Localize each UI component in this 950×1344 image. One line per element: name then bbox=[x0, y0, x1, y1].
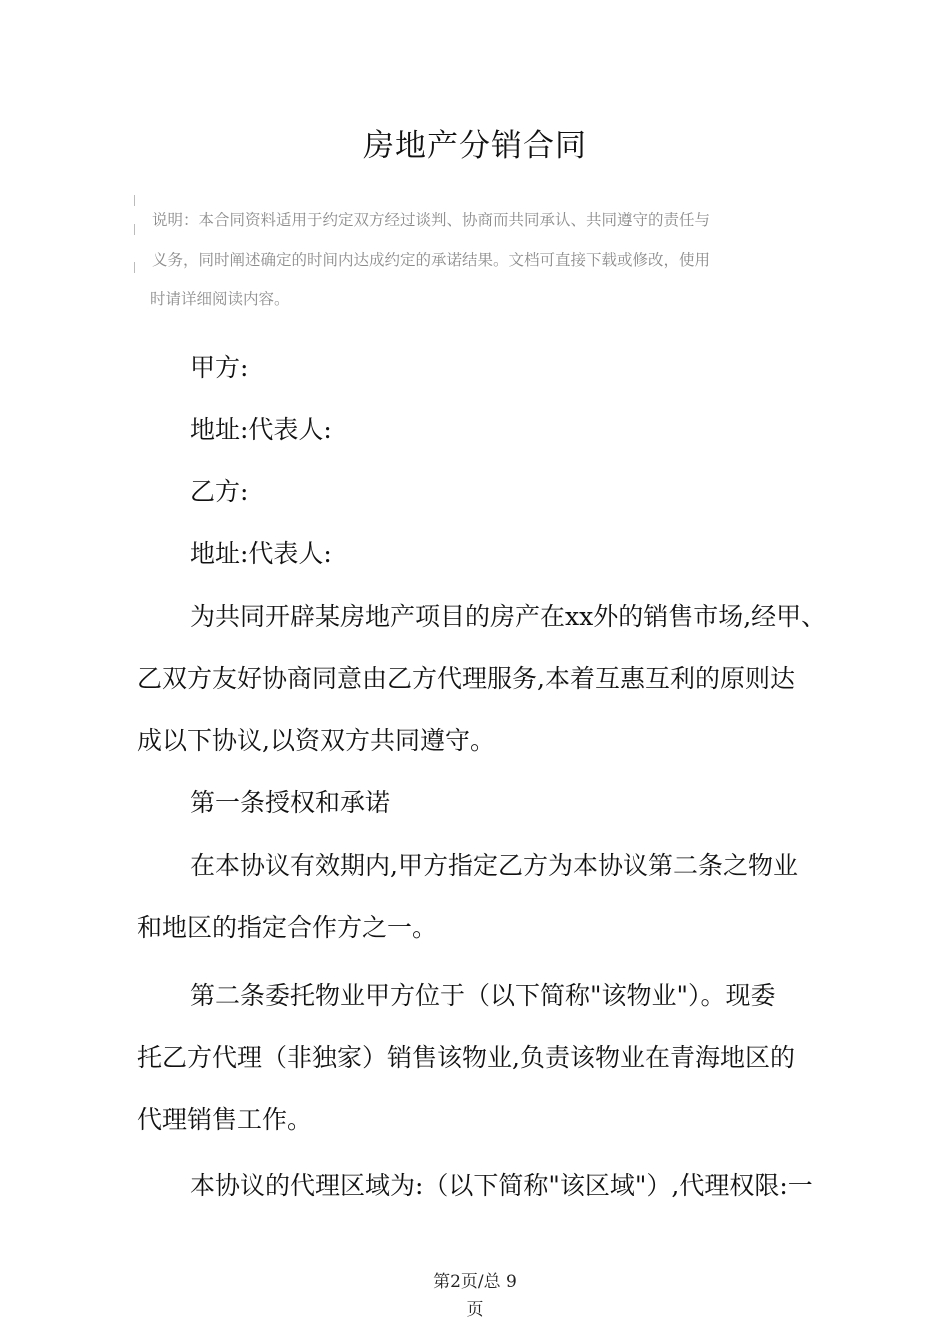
document-note bbox=[152, 201, 792, 320]
margin-mark bbox=[134, 195, 135, 206]
margin-mark bbox=[134, 224, 135, 235]
party-a-address: 地址:代表人: bbox=[190, 415, 332, 444]
paragraph-line: 第二条委托物业甲方位于（以下简称"该物业"）。现委 bbox=[190, 981, 776, 1010]
party-b-label: 乙方: bbox=[190, 477, 249, 506]
page-number: 第2页/总 9 bbox=[433, 1272, 517, 1292]
paragraph-line: 成以下协议,以资双方共同遵守。 bbox=[137, 726, 495, 755]
paragraph-line: 托乙方代理（非独家）销售该物业,负责该物业在青海地区的 bbox=[137, 1043, 795, 1072]
margin-mark bbox=[134, 262, 135, 273]
note-line: 说明：本合同资料适用于约定双方经过谈判、协商而共同承认、共同遵守的责任与 bbox=[152, 211, 711, 229]
document-title: 房地产分销合同 bbox=[363, 128, 587, 164]
party-b-address: 地址:代表人: bbox=[190, 539, 332, 568]
page-footer bbox=[0, 1268, 950, 1324]
paragraph-line: 本协议的代理区域为:（以下简称"该区域"）,代理权限:一 bbox=[190, 1171, 813, 1200]
paragraph-line: 代理销售工作。 bbox=[137, 1105, 313, 1134]
party-a-label: 甲方: bbox=[190, 353, 249, 382]
paragraph-line: 为共同开辟某房地产项目的房产在xx外的销售市场,经甲、 bbox=[190, 602, 827, 631]
article-heading: 第一条授权和承诺 bbox=[190, 788, 391, 817]
note-line: 时请详细阅读内容。 bbox=[150, 290, 290, 308]
paragraph-line: 乙双方友好协商同意由乙方代理服务,本着互惠互利的原则达 bbox=[137, 664, 795, 693]
paragraph-line: 在本协议有效期内,甲方指定乙方为本协议第二条之物业 bbox=[190, 851, 798, 880]
paragraph-line: 和地区的指定合作方之一。 bbox=[137, 913, 438, 942]
page-number-continued: 页 bbox=[466, 1300, 484, 1320]
note-line: 义务，同时阐述确定的时间内达成约定的承诺结果。文档可直接下载或修改，使用 bbox=[152, 250, 711, 269]
